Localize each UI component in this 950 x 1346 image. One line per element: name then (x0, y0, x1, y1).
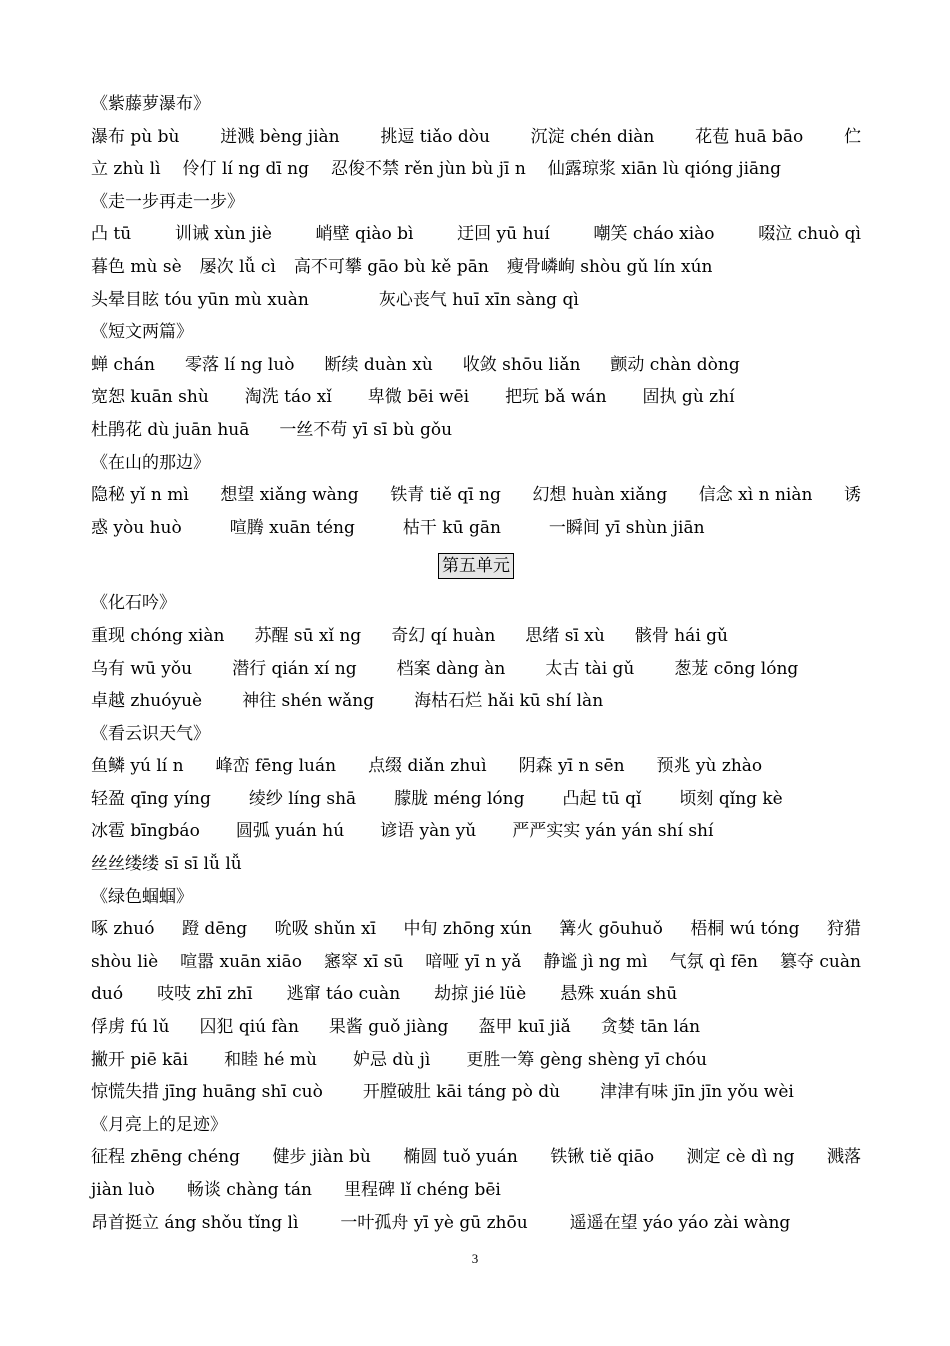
vocab-entry: 海枯石烂 hǎi kū shí làn (414, 691, 604, 712)
vocab-entry: 卓越 zhuóyuè (91, 691, 203, 712)
vocab-entry: 畅谈 chàng tán (186, 1180, 312, 1200)
vocab-entry: 果酱 guǒ jiàng (328, 1017, 449, 1038)
vocab-line (91, 685, 861, 718)
vocab-entry: 惊慌失措 jīng huāng shī cuò (91, 1082, 323, 1103)
vocab-entry: 蹬 dēng (181, 919, 248, 940)
vocab-line (91, 815, 861, 848)
vocab-entry: 骸骨 hái gǔ (634, 625, 728, 646)
vocab-entry: 宽恕 kuān shù (91, 387, 209, 408)
vocab-entry: 里程碑 lǐ chéng bēi (344, 1180, 501, 1200)
vocab-entry: 啜泣 chuò qì (758, 224, 861, 245)
vocab-entry: 收敛 shōu liǎn (462, 354, 581, 375)
vocab-entry: 瀑布 pù bù (91, 126, 180, 147)
vocab-entry: 悬殊 xuán shū (560, 984, 678, 1005)
vocab-entry: 卑微 bēi wēi (367, 387, 470, 408)
vocab-entry: 太古 tài gǔ (545, 658, 635, 679)
vocab-entry: 吱吱 zhī zhī (157, 984, 253, 1005)
vocab-entry: 测定 cè dì ng (686, 1147, 795, 1168)
vocab-line (91, 946, 861, 979)
vocab-entry: duó (91, 984, 124, 1005)
vocab-entry: 预兆 yù zhào (656, 756, 763, 777)
vocab-entry: 凸 tū (91, 224, 132, 245)
lesson-title: 《短文两篇》 (91, 322, 193, 343)
unit-heading-wrap (91, 544, 861, 587)
vocab-entry: 圆弧 yuán hú (235, 821, 345, 842)
vocab-entry: 峭壁 qiào bì (315, 224, 414, 245)
vocab-line (91, 1207, 861, 1240)
vocab-entry: 暮色 mù sè (91, 256, 182, 277)
lesson-title: 《看云识天气》 (91, 723, 210, 744)
vocab-line (91, 512, 861, 545)
vocab-entry: 颤动 chàn dòng (610, 354, 740, 375)
vocab-entry: 乌有 wū yǒu (91, 658, 193, 679)
vocab-entry: 淘洗 táo xǐ (244, 387, 332, 408)
vocab-entry: 昂首挺立 áng shǒu tǐng lì (91, 1212, 299, 1233)
vocab-entry: 梧桐 wú tóng (690, 919, 800, 940)
vocab-entry: 零落 lí ng luò (184, 354, 295, 375)
vocab-entry: 盔甲 kuī jiǎ (478, 1017, 571, 1038)
vocab-line (91, 381, 861, 414)
vocab-entry: 伫 (844, 126, 861, 147)
vocab-entry: 挑逗 tiǎo dòu (380, 126, 490, 147)
vocab-entry: 迸溅 bèng jiàn (220, 126, 340, 147)
vocab-entry: 训诫 xùn jiè (174, 224, 272, 245)
vocab-entry: 神往 shén wǎng (242, 691, 375, 712)
vocab-entry: 朦胧 méng lóng (394, 788, 525, 809)
vocab-line (91, 153, 861, 186)
vocab-entry: 档案 dàng àn (396, 658, 506, 679)
vocab-entry: 瘦骨嶙峋 shòu gǔ lín xún (506, 256, 713, 277)
vocab-entry: 劫掠 jié lüè (434, 984, 527, 1005)
vocab-entry: 幻想 huàn xiǎng (532, 485, 668, 506)
vocab-entry: 健步 jiàn bù (272, 1147, 371, 1168)
vocab-entry: 想望 xiǎng wàng (220, 485, 359, 506)
vocab-entry: 仙露琼浆 xiān lù qióng jiāng (547, 159, 782, 180)
vocab-entry: 忍俊不禁 rěn jùn bù jī n (331, 159, 526, 180)
vocab-entry: 伶仃 lí ng dī ng (182, 159, 310, 180)
vocab-entry: 一瞬间 yī shùn jiān (548, 517, 705, 538)
vocab-entry: 撇开 piē kāi (91, 1049, 189, 1070)
vocab-line (91, 620, 861, 653)
vocab-entry: 啄 zhuó (91, 919, 155, 940)
vocab-entry: 灰心丧气 huī xīn sàng qì (378, 289, 579, 310)
lesson-title: 《化石吟》 (91, 593, 176, 614)
vocab-entry: 椭圆 tuǒ yuán (403, 1147, 518, 1168)
vocab-entry: 中旬 zhōng xún (403, 919, 532, 940)
vocab-entry: 妒忌 dù jì (352, 1049, 431, 1070)
vocab-line (91, 284, 861, 317)
vocab-line (91, 1076, 861, 1109)
vocab-entry: 更胜一筹 gèng shèng yī chóu (466, 1049, 707, 1070)
vocab-entry: 立 zhù lì (91, 159, 161, 180)
vocab-entry: 吮吸 shǔn xī (274, 919, 377, 940)
vocab-entry: 重现 chóng xiàn (91, 625, 225, 646)
vocab-entry: shòu liè (91, 951, 159, 972)
lesson-title: 《绿色蝈蝈》 (91, 886, 193, 907)
vocab-entry: 遥遥在望 yáo yáo zài wàng (569, 1212, 791, 1233)
vocab-entry: 阴森 yī n sēn (518, 756, 625, 777)
vocab-entry: 沉淀 chén diàn (530, 126, 655, 147)
vocab-entry: 嘲笑 cháo xiào (593, 224, 715, 245)
vocab-line (91, 1174, 861, 1207)
vocab-entry: 蝉 chán (91, 354, 155, 375)
vocab-entry: 窸窣 xī sū (323, 951, 404, 972)
vocab-entry: 峰峦 fēng luán (215, 756, 337, 777)
vocab-line (91, 414, 861, 447)
lesson-title: 《走一步再走一步》 (91, 191, 244, 212)
vocab-line (91, 121, 861, 154)
vocab-line (91, 349, 861, 382)
vocab-entry: 隐秘 yǐ n mì (91, 485, 189, 506)
lesson-title: 《在山的那边》 (91, 452, 210, 473)
vocab-entry: 花苞 huā bāo (695, 126, 804, 147)
vocab-entry: 屡次 lǚ cì (199, 256, 276, 277)
vocab-line (91, 218, 861, 251)
vocab-entry: 严严实实 yán yán shí shí (512, 821, 714, 842)
vocab-entry: 信念 xì n niàn (698, 485, 813, 506)
page-number: 3 (471, 1251, 479, 1266)
vocab-entry: 思绪 sī xù (525, 625, 605, 646)
vocab-entry: 葱茏 cōng lóng (674, 658, 799, 679)
vocab-line (91, 251, 861, 284)
vocab-entry: 奇幻 qí huàn (391, 625, 496, 646)
vocab-entry: 一叶孤舟 yī yè gū zhōu (340, 1212, 528, 1233)
vocab-line (91, 750, 861, 783)
vocab-line (91, 1044, 861, 1077)
vocab-entry: 头晕目眩 tóu yūn mù xuàn (91, 289, 309, 310)
vocab-entry: 铁锹 tiě qiāo (550, 1147, 655, 1168)
vocab-entry: 诱 (843, 485, 861, 506)
vocab-line (91, 1141, 861, 1174)
vocab-entry: 囚犯 qiú fàn (199, 1017, 299, 1038)
vocab-entry: 断续 duàn xù (324, 354, 433, 375)
vocab-entry: 喧腾 xuān téng (229, 517, 355, 538)
vocab-entry: 轻盈 qīng yíng (91, 788, 211, 809)
vocab-entry: 铁青 tiě qī ng (390, 485, 501, 506)
vocab-entry: 鱼鳞 yú lí n (91, 756, 184, 777)
vocab-entry: 杜鹃花 dù juān huā (91, 419, 250, 440)
vocab-entry: 冰雹 bīngbáo (91, 821, 200, 842)
vocab-entry: jiàn luò (91, 1180, 155, 1200)
vocab-entry: 迂回 yū huí (457, 224, 550, 245)
vocab-entry: 津津有味 jīn jīn yǒu wèi (600, 1082, 794, 1103)
vocab-entry: 征程 zhēng chéng (91, 1147, 240, 1168)
vocab-entry: 把玩 bǎ wán (505, 387, 607, 408)
vocab-entry: 枯干 kū gān (402, 517, 501, 538)
vocabulary-content (91, 88, 861, 1239)
vocab-entry: 逃窜 táo cuàn (286, 984, 401, 1005)
vocab-entry: 凸起 tū qǐ (562, 788, 642, 809)
vocab-entry: 和睦 hé mù (224, 1049, 317, 1070)
vocab-entry: 惑 yòu huò (91, 517, 182, 538)
vocab-line (91, 913, 861, 946)
unit-heading: 第五单元 (438, 553, 514, 579)
vocab-entry: 开膛破肚 kāi táng pò dù (362, 1082, 561, 1103)
vocab-entry: 溅落 (827, 1147, 861, 1168)
lesson-title: 《紫藤萝瀑布》 (91, 94, 210, 114)
vocab-entry: 顷刻 qǐng kè (679, 788, 783, 809)
vocab-line (91, 1011, 861, 1044)
vocab-entry: 篡夺 cuàn (779, 951, 861, 972)
lesson-title: 《月亮上的足迹》 (91, 1114, 227, 1135)
vocab-line (91, 783, 861, 816)
vocab-line (91, 978, 861, 1011)
vocab-entry: 绫纱 líng shā (248, 788, 357, 809)
vocab-entry: 喑哑 yī n yǎ (425, 951, 522, 972)
vocab-entry: 狩猎 (827, 919, 861, 940)
vocab-entry: 谚语 yàn yǔ (380, 821, 477, 842)
vocab-line (91, 653, 861, 686)
vocab-entry: 静谧 jì ng mì (543, 951, 648, 972)
vocab-entry: 潜行 qián xí ng (232, 658, 357, 679)
vocab-entry: 固执 gù zhí (642, 387, 735, 408)
vocab-entry: 一丝不苟 yī sī bù gǒu (279, 419, 453, 440)
vocab-entry: 高不可攀 gāo bù kě pān (293, 256, 489, 277)
vocab-line (91, 848, 861, 881)
vocab-entry: 丝丝缕缕 sī sī lǚ lǚ (91, 854, 242, 875)
vocab-entry: 喧嚣 xuān xiāo (180, 951, 302, 972)
vocab-entry: 篝火 gōuhuǒ (559, 919, 663, 940)
vocab-entry: 点缀 diǎn zhuì (368, 756, 487, 777)
vocab-line (91, 479, 861, 512)
vocab-entry: 气氛 qì fēn (669, 951, 759, 972)
vocab-entry: 苏醒 sū xǐ ng (254, 625, 362, 646)
vocab-entry: 俘虏 fú lǔ (91, 1017, 170, 1038)
vocab-entry: 贪婪 tān lán (600, 1017, 701, 1038)
